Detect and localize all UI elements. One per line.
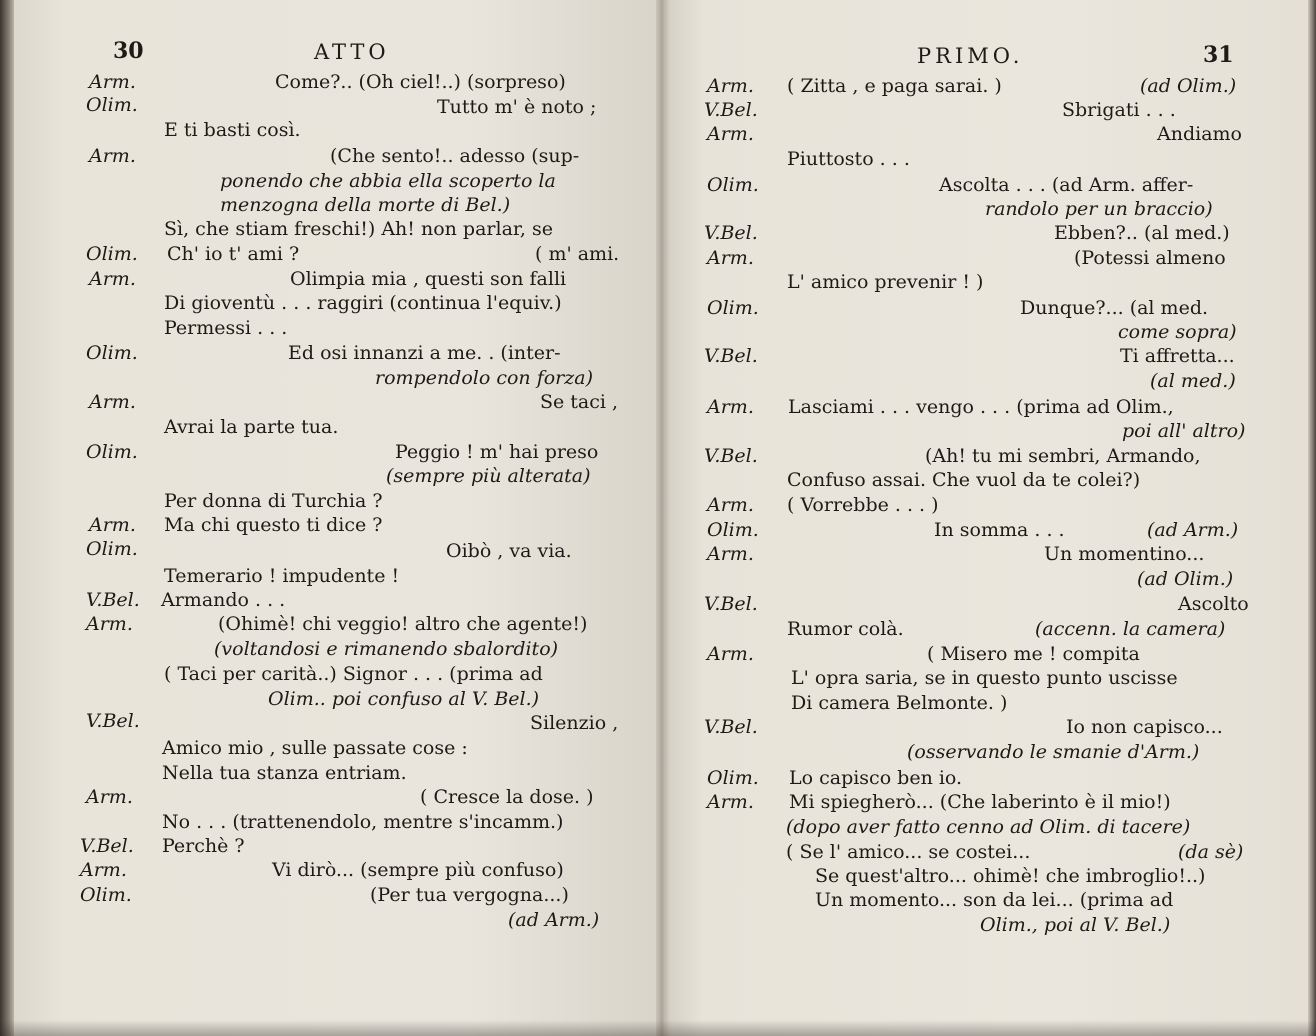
dialogue-line: Di camera Belmonte. ) <box>791 692 1008 714</box>
dialogue-line: (Ah! tu mi sembri, Armando, <box>925 445 1201 467</box>
speaker: Arm. <box>89 71 136 93</box>
speaker: Olim. <box>86 243 138 265</box>
speaker: Arm. <box>86 613 133 635</box>
dialogue-line: Ti affretta... <box>1120 345 1235 367</box>
stage-direction: (osservando le smanie d'Arm.) <box>907 741 1200 763</box>
speaker: Olim. <box>707 767 759 789</box>
running-header-left: ATTO <box>314 40 390 64</box>
stage-direction: (ad Arm.) <box>1147 519 1239 541</box>
dialogue-line: Ascolto <box>1178 593 1249 615</box>
speaker: Arm. <box>707 543 754 565</box>
speaker: Arm. <box>707 75 754 97</box>
dialogue-line: ( Misero me ! compita <box>927 643 1140 665</box>
dialogue-line: ( Taci per carità..) Signor . . . (prima ad <box>164 663 543 685</box>
dialogue-line: ( m' ami. <box>535 243 620 265</box>
dialogue-line: Come?.. (Oh ciel!..) (sorpreso) <box>275 71 566 93</box>
stage-direction: (accenn. la camera) <box>1035 618 1226 640</box>
dialogue-line: Avrai la parte tua. <box>164 416 339 438</box>
dialogue-line: (Che sento!.. adesso (sup- <box>330 145 580 167</box>
dialogue-line: Sbrigati . . . <box>1062 99 1176 121</box>
speaker: Arm. <box>89 268 136 290</box>
dialogue-line: Confuso assai. Che vuol da te colei?) <box>787 469 1141 491</box>
speaker: V.Bel. <box>86 589 140 611</box>
stage-direction: (dopo aver fatto cenno ad Olim. di tacere) <box>786 816 1191 838</box>
speaker: Arm. <box>707 791 754 813</box>
stage-direction: (ad Arm.) <box>508 909 600 931</box>
dialogue-line: (Ohimè! chi veggio! altro che agente!) <box>218 613 588 635</box>
speaker: Arm. <box>707 247 754 269</box>
dialogue-line: Un momento... son da lei... (prima ad <box>815 889 1174 911</box>
speaker: Arm. <box>707 123 754 145</box>
dialogue-line: Andiamo <box>1157 123 1242 145</box>
bottom-shadow <box>0 1020 1316 1036</box>
page-number-right: 31 <box>1203 42 1234 68</box>
dialogue-line: Sì, che stiam freschi!) Ah! non parlar, se <box>164 218 553 240</box>
speaker: V.Bel. <box>704 593 758 615</box>
dialogue-line: Ebben?.. (al med.) <box>1054 222 1230 244</box>
stage-direction: (al med.) <box>1150 370 1236 392</box>
dialogue-line: Armando . . . <box>161 589 286 611</box>
dialogue-line: Per donna di Turchia ? <box>164 490 383 512</box>
speaker: Olim. <box>707 297 759 319</box>
dialogue-line: Dunque?... (al med. <box>1020 297 1209 319</box>
dialogue-line: Vi dirò... (sempre più confuso) <box>272 859 564 881</box>
dialogue-line: ( Zitta , e paga sarai. ) <box>787 75 1002 97</box>
speaker: Olim. <box>86 94 138 116</box>
dialogue-line: ( Se l' amico... se costei... <box>786 841 1031 863</box>
speaker: Arm. <box>707 396 754 418</box>
dialogue-line: Lasciami . . . vengo . . . (prima ad Olim., <box>788 396 1174 418</box>
speaker: V.Bel. <box>704 445 758 467</box>
dialogue-line: Permessi . . . <box>164 317 288 339</box>
dialogue-line: Amico mio , sulle passate cose : <box>162 737 468 759</box>
dialogue-line: Ascolta . . . (ad Arm. affer- <box>939 174 1194 196</box>
dialogue-line: (Potessi almeno <box>1074 247 1226 269</box>
dialogue-line: Silenzio , <box>530 712 619 734</box>
dialogue-line: L' opra saria, se in questo punto uscisse <box>791 667 1178 689</box>
dialogue-line: Ed osi innanzi a me. . (inter- <box>288 342 561 364</box>
speaker: Arm. <box>80 859 127 881</box>
speaker: Olim. <box>707 174 759 196</box>
speaker: V.Bel. <box>704 222 758 244</box>
speaker: Arm. <box>89 391 136 413</box>
dialogue-line: Temerario ! impudente ! <box>164 565 400 587</box>
dialogue-line: ( Cresce la dose. ) <box>420 786 594 808</box>
dialogue-line: Di gioventù . . . raggiri (continua l'equiv.) <box>164 292 562 314</box>
dialogue-line: No . . . (trattenendolo, mentre s'incamm.) <box>162 811 564 833</box>
dialogue-line: Piuttosto . . . <box>787 148 910 170</box>
dialogue-line: L' amico prevenir ! ) <box>787 271 984 293</box>
speaker: Arm. <box>86 786 133 808</box>
stage-direction: (ad Olim.) <box>1140 75 1237 97</box>
dialogue-line: Olimpia mia , questi son falli <box>290 268 567 290</box>
speaker: Arm. <box>707 494 754 516</box>
stage-direction: come sopra) <box>1118 321 1237 343</box>
speaker: Arm. <box>89 514 136 536</box>
dialogue-line: Ma chi questo ti dice ? <box>164 514 383 536</box>
dialogue-line: Rumor colà. <box>787 618 904 640</box>
speaker: V.Bel. <box>704 716 758 738</box>
book-gutter <box>656 0 670 1036</box>
speaker: Arm. <box>707 643 754 665</box>
stage-direction: rompendolo con forza) <box>375 367 593 389</box>
dialogue-line: Peggio ! m' hai preso <box>395 441 599 463</box>
speaker: Olim. <box>86 538 138 560</box>
running-header-right: PRIMO. <box>917 44 1024 68</box>
stage-direction: (da sè) <box>1178 841 1244 863</box>
stage-direction: Olim.. poi confuso al V. Bel.) <box>268 688 540 710</box>
stage-direction: (voltandosi e rimanendo sbalordito) <box>214 638 559 660</box>
speaker: V.Bel. <box>704 99 758 121</box>
speaker: Olim. <box>80 884 132 906</box>
dialogue-line: Oibò , va via. <box>446 540 572 562</box>
stage-direction: menzogna della morte di Bel.) <box>220 194 511 216</box>
dialogue-line: In somma . . . <box>934 519 1065 541</box>
speaker: V.Bel. <box>86 710 140 732</box>
dialogue-line: Nella tua stanza entriam. <box>162 762 407 784</box>
dialogue-line: Se taci , <box>540 391 619 413</box>
stage-direction: (sempre più alterata) <box>386 465 591 487</box>
dialogue-line: Io non capisco... <box>1066 716 1223 738</box>
dialogue-line: E ti basti così. <box>164 119 301 141</box>
dialogue-line: Un momentino... <box>1044 543 1205 565</box>
dialogue-line: Mi spiegherò... (Che laberinto è il mio!) <box>789 791 1171 813</box>
page-number-left: 30 <box>113 38 144 64</box>
speaker: Olim. <box>86 441 138 463</box>
speaker: Olim. <box>86 342 138 364</box>
stage-direction: randolo per un braccio) <box>985 198 1213 220</box>
dialogue-line: Lo capisco ben io. <box>789 767 963 789</box>
stage-direction: Olim., poi al V. Bel.) <box>980 914 1171 936</box>
speaker: Olim. <box>707 519 759 541</box>
stage-direction: (ad Olim.) <box>1137 568 1234 590</box>
dialogue-line: Tutto m' è noto ; <box>437 96 597 118</box>
dialogue-line: Se quest'altro... ohimè! che imbroglio!..) <box>815 865 1206 887</box>
dialogue-line: Perchè ? <box>162 835 245 857</box>
stage-direction: ponendo che abbia ella scoperto la <box>220 170 556 192</box>
stage-direction: poi all' altro) <box>1122 420 1246 442</box>
speaker: Arm. <box>89 145 136 167</box>
speaker: V.Bel. <box>80 835 134 857</box>
dialogue-line: ( Vorrebbe . . . ) <box>787 494 939 516</box>
dialogue-line: (Per tua vergogna...) <box>370 884 569 906</box>
speaker: V.Bel. <box>704 345 758 367</box>
dialogue-line: Ch' io t' ami ? <box>167 243 300 265</box>
book-edge-right <box>1308 0 1316 1036</box>
